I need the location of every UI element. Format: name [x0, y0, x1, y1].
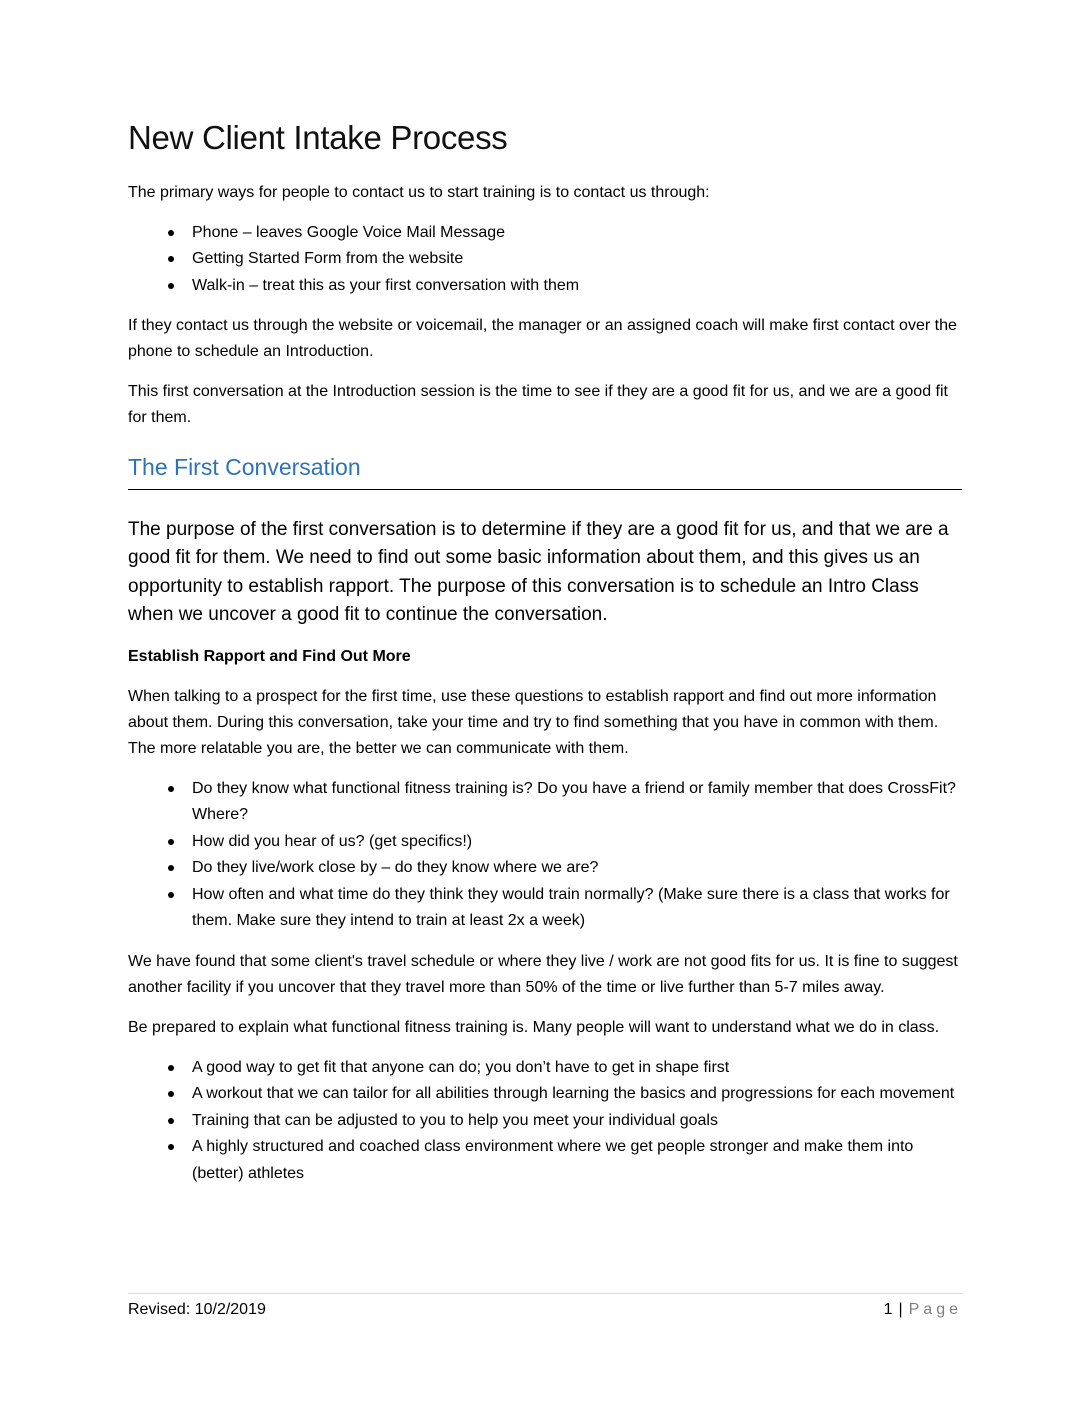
- page-word: Page: [908, 1301, 962, 1318]
- bullet-icon: [168, 1091, 174, 1097]
- list-item: Getting Started Form from the website: [128, 246, 962, 273]
- bullet-icon: [168, 230, 174, 236]
- bullet-icon: [168, 1144, 174, 1150]
- list-item: How often and what time do they think they would train normally? (Make sure there is a class that works for them. Make sure they intend to train at least 2x a week): [128, 882, 962, 935]
- bullet-icon: [168, 786, 174, 792]
- lead-paragraph: The purpose of the first conversation is to determine if they are a good fit for us, and that we are a good fit for them. We need to find out some basic information about them, and this gives us an opportunity to establish rapport. The purpose of this conversation is to schedule an Intro Class when we uncover a good fit to continue the conversation.: [128, 518, 949, 626]
- list-item: Phone – leaves Google Voice Mail Message: [128, 220, 962, 247]
- bullet-icon: [168, 839, 174, 845]
- page-separator: |: [898, 1301, 903, 1318]
- list-item: A good way to get fit that anyone can do; you don’t have to get in shape first: [128, 1055, 962, 1082]
- questions-list: [128, 776, 962, 935]
- list-item: Walk-in – treat this as your first conversation with them: [128, 273, 962, 300]
- contact-paragraph: If they contact us through the website or voicemail, the manager or an assigned coach will make first contact over the phone to schedule an Introduction.: [128, 317, 957, 361]
- bullet-icon: [168, 283, 174, 289]
- contact-methods-list: [128, 220, 962, 300]
- page-number: [884, 1298, 962, 1322]
- intro-paragraph: The primary ways for people to contact us to start training is to contact us through:: [128, 183, 710, 201]
- list-item: Do they know what functional fitness training is? Do you have a friend or family member that does CrossFit? Where?: [128, 776, 962, 829]
- bullet-icon: [168, 256, 174, 262]
- list-item: How did you hear of us? (get specifics!): [128, 829, 962, 856]
- page-footer: [128, 1293, 962, 1322]
- bullet-icon: [168, 865, 174, 871]
- bullet-icon: [168, 1118, 174, 1124]
- rapport-paragraph: When talking to a prospect for the first time, use these questions to establish rapport and find out more information about them. During this conversation, take your time and try to find something that you have in common with them. The more relatable you are, the better we can communicate with them.: [128, 687, 939, 757]
- revised-date: Revised: 10/2/2019: [128, 1301, 266, 1318]
- page-title: New Client Intake Process: [128, 119, 508, 156]
- explain-points-list: [128, 1055, 962, 1188]
- travel-paragraph: We have found that some client's travel schedule or where they live / work are not good fits for us. It is fine to suggest another facility if you uncover that they travel more than 50% of the time or live further than 5-7 miles away.: [128, 952, 958, 996]
- list-item: A workout that we can tailor for all abilities through learning the basics and progressions for each movement: [128, 1081, 962, 1108]
- bullet-icon: [168, 1065, 174, 1071]
- list-item: A highly structured and coached class environment where we get people stronger and make them into (better) athletes: [128, 1134, 962, 1187]
- explain-paragraph: Be prepared to explain what functional fitness training is. Many people will want to understand what we do in class.: [128, 1018, 940, 1036]
- document-page: [128, 118, 962, 1201]
- section-heading-first-conversation: The First Conversation: [128, 453, 962, 490]
- introduction-paragraph: This first conversation at the Introduction session is the time to see if they are a good fit for us, and we are a good fit for them.: [128, 383, 948, 427]
- list-item: Training that can be adjusted to you to help you meet your individual goals: [128, 1108, 962, 1135]
- list-item: Do they live/work close by – do they know where we are?: [128, 855, 962, 882]
- subheading-establish-rapport: Establish Rapport and Find Out More: [128, 647, 411, 665]
- page-number-value: 1: [883, 1301, 893, 1318]
- bullet-icon: [168, 892, 174, 898]
